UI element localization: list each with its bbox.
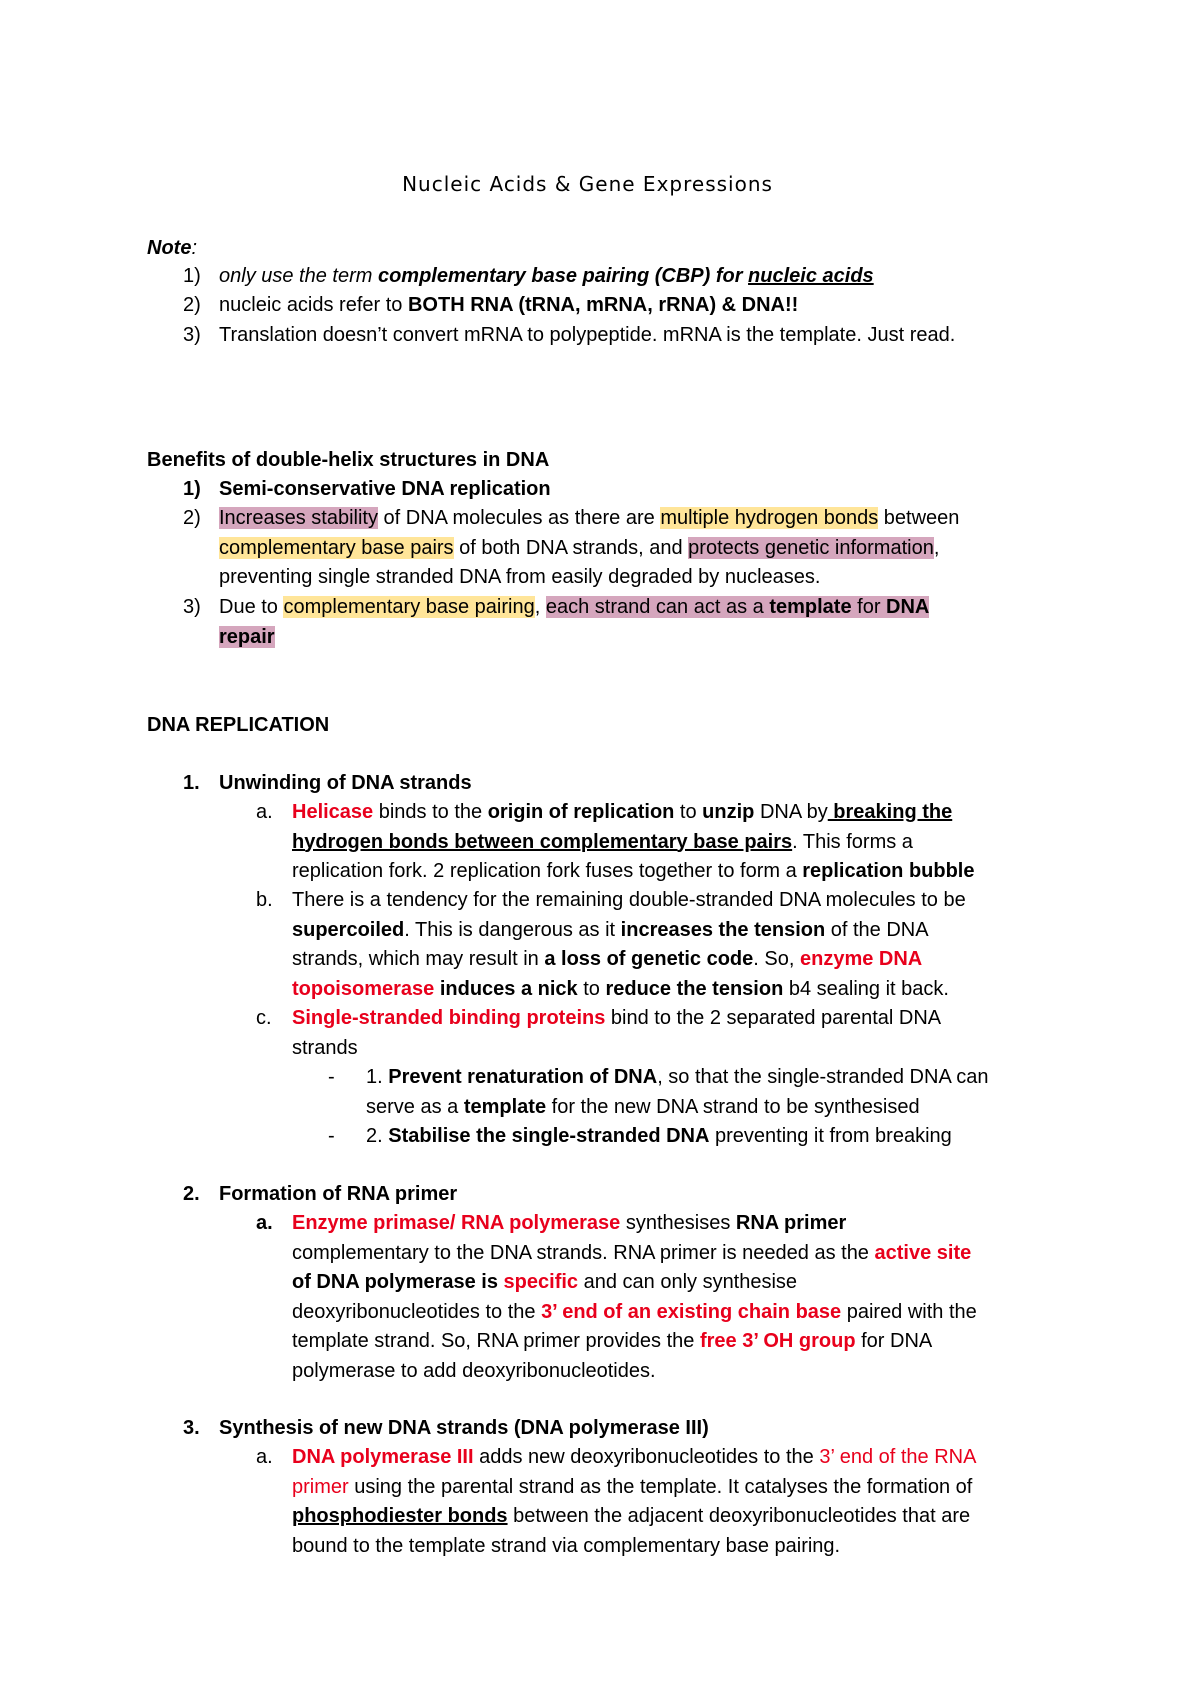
document-page: Nucleic Acids & Gene Expressions Note: 1) only use the term complementary base pairing (CBP) for nucleic acids 2) nucleic acids refer to BOTH RNA (tRNA, mRNA, rRNA) & DNA!! 3) Translation doesn’t convert mRNA to polypeptide. mRNA is the template. Just read. Benefits of double-helix structures in DNA 1) Semi-conservative DNA replication 2) Increases stability of DNA molecules as there are multiple hydrogen bonds between complementary base pairs of both DNA strands, and protects genetic information, preventing single stranded DNA from easily degraded by nucleases. 3) Due to complementary base pairing, each strand can act as a template for DNA repair DNA REPLICATION 1. Unwinding of DNA strands a. Helicase binds to the origin of replication to unzip DNA by breaking the hydrogen bonds between complementary base pairs. This forms a replication fork. 2 replication fork fuses together to form a replication bubble b. There is a tendency for the remaining double-stranded DNA molecules to be supercoiled. This is dangerous as it increases the tension of the DNA strands, which may result in a loss of genetic code. So, enzyme DNA topoisomerase induces a nick to reduce the tension b4 sealing it back. c. Single-stranded binding proteins bind to the 2 separated parental DNA strands - 1. Prevent renaturation of DNA, so that the single-stranded DNA can serve as a template for the new DNA strand to be synthesised - 2. Stabilise the single-stranded DNA preventing it from breaking 2. Formation of RNA primer a. Enzyme primase/ RNA polymerase synthesises RNA primer complementary to the DNA strands. RNA primer is needed as the active site of DNA polymerase is specific and can only synthesise deoxyribonucleotides to the 3’ end of an existing chain base paired with the template strand. So, RNA primer provides the free 3’ OH group for DNA polymerase to add deoxyribonucleotides. 3. Synthesis of new DNA strands (DNA polymerase III) a. DNA polymerase III adds new deoxyribonucleotides to the 3’ end of the RNA primer using the parental strand as the template. It catalyses the formation of phosphodiester bonds between the adjacent deoxyribonucleotides that are bound to the template strand via complementary base pairing. bbox=[0, 0, 1200, 1696]
note-label: Note: bbox=[147, 237, 198, 259]
replication-heading: DNA REPLICATION bbox=[147, 714, 330, 736]
benefits-heading: Benefits of double-helix structures in DNA bbox=[147, 449, 550, 471]
page-title: Nucleic Acids & Gene Expressions bbox=[402, 172, 773, 196]
